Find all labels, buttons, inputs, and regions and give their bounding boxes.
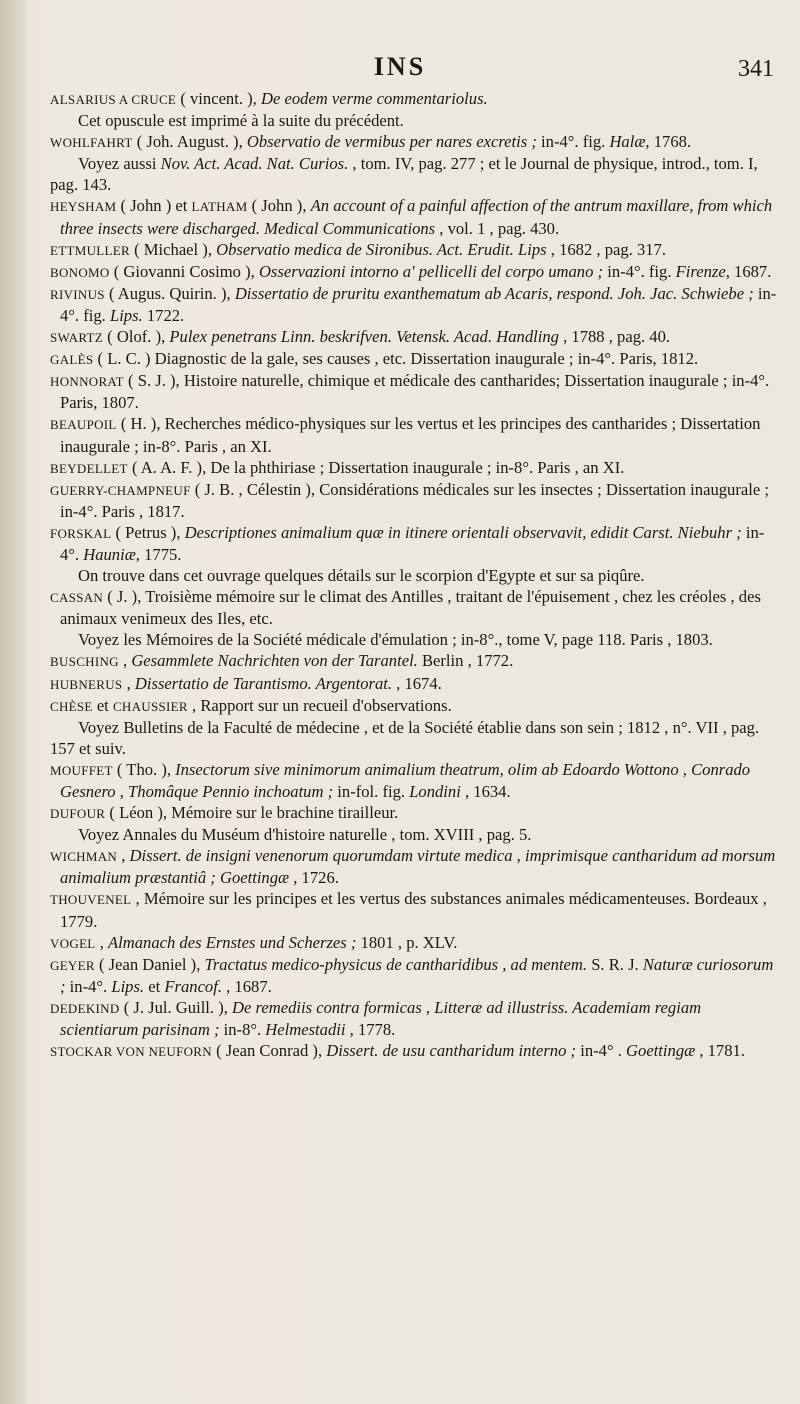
body-text: ( J. B. , Célestin ), Considérations médicales sur les insectes ; Dissertation inaugurale ; in-4°. Paris , 1817. xyxy=(60,479,769,521)
entry-note xyxy=(50,153,778,195)
bibliography-entry xyxy=(50,239,778,261)
author-name: CHÈSE xyxy=(50,698,93,714)
body-text: , 1674. xyxy=(392,673,442,693)
body-text: ( Giovanni Cosimo ), xyxy=(109,261,259,281)
title-text: Goettingæ xyxy=(626,1041,696,1061)
author-name: HEYSHAM xyxy=(50,199,117,215)
title-text: Lips. xyxy=(111,976,145,996)
body-text: ( Augus. Quirin. ), xyxy=(104,283,235,303)
body-text: ( H. ), Recherches médico-physiques sur les vertus et les principes des cantharides ; Dissertation inaugurale ; in-8°. Paris , an XI. xyxy=(60,414,761,456)
title-text: Hauniæ xyxy=(83,544,136,564)
body-text: in-4°. xyxy=(65,976,112,996)
author-name: CASSAN xyxy=(50,590,104,606)
author-name: ETTMULLER xyxy=(50,242,130,258)
title-text: Gesammlete Nachrichten von der Tarantel. xyxy=(131,651,418,671)
bibliography-entry xyxy=(50,479,778,522)
author-name: SWARTZ xyxy=(50,330,104,346)
body-text: ( Michael ), xyxy=(129,239,217,259)
bibliography-entry xyxy=(50,283,778,326)
body-text: in-4°. fig. xyxy=(60,283,777,325)
body-text: ( Jean Conrad ), xyxy=(211,1041,327,1061)
title-text: Francof. xyxy=(164,976,222,996)
title-text: Observatio medica de Sironibus. Act. Erudit. Lips xyxy=(216,239,547,259)
body-text: , tom. IV, pag. 277 ; et le Journal de physique, introd., tom. I, pag. 143. xyxy=(50,154,758,195)
body-text: , vol. 1 , pag. 430. xyxy=(435,218,560,238)
body-text: ( J. Jul. Guill. ), xyxy=(119,997,233,1017)
title-text: Naturæ curiosorum ; xyxy=(60,954,774,996)
body-text: ( Petrus ), xyxy=(111,522,185,542)
body-text: in-8°. xyxy=(219,1020,266,1040)
body-text: in-4°. fig. xyxy=(603,261,676,281)
title-text: Londini xyxy=(409,782,461,801)
title-text: Descriptiones animalium quæ in itinere orientali observavit, edidit Carst. Niebuhr ; xyxy=(184,522,742,542)
body-text: Voyez Annales du Muséum d'histoire naturelle , tom. XVIII , pag. 5. xyxy=(78,825,532,845)
body-text: ( Jean Daniel ), xyxy=(94,954,205,974)
body-text: , Rapport sur un recueil d'observations. xyxy=(187,695,452,715)
body-text: On trouve dans cet ouvrage quelques détails sur le scorpion d'Egypte et sur sa piqûre. xyxy=(78,566,645,586)
title-text: De eodem verme commentariolus. xyxy=(260,89,488,108)
author-name: DUFOUR xyxy=(50,806,106,822)
body-text: 1801 , p. XLV. xyxy=(356,932,458,952)
body-text: , 1682 , pag. 317. xyxy=(546,239,666,259)
bibliography-entry xyxy=(50,88,778,110)
body-text: , xyxy=(95,932,108,952)
page-header xyxy=(0,52,800,88)
body-text: Voyez Bulletins de la Faculté de médecine , et de la Société établie dans son sein ; 1812 , n°. VII , pag. 157 et suiv. xyxy=(50,717,760,758)
bibliography-entry xyxy=(50,673,778,695)
bibliography-entry xyxy=(50,413,778,456)
body-text: et xyxy=(92,695,113,715)
bibliography-entry xyxy=(50,195,778,238)
body-text: S. R. J. xyxy=(587,954,643,974)
author-name: RIVINUS xyxy=(50,286,105,302)
body-text: ( John ) et xyxy=(116,196,192,216)
body-text: in-4°. fig. xyxy=(536,132,610,152)
title-text: Tractatus medico-physicus de cantharidibus , ad mentem. xyxy=(204,954,588,974)
title-text: An account of a painful affection of the antrum maxillare, from which three insects were discharged. Medical Communications xyxy=(60,196,773,238)
author-name: BEAUPOIL xyxy=(50,417,117,433)
author-name: BUSCHING xyxy=(50,654,119,670)
body-text: in-fol. fig. xyxy=(333,782,410,801)
body-text: , xyxy=(118,651,132,671)
body-text: , 1775. xyxy=(135,544,182,564)
body-text: , 1768. xyxy=(645,132,692,152)
title-text: Lips. xyxy=(109,305,143,325)
title-text: Halæ xyxy=(609,132,646,152)
bibliography-entry xyxy=(50,261,778,283)
bibliography-entry xyxy=(50,1040,778,1062)
body-text: ( vincent. ), xyxy=(176,89,261,108)
entry-note xyxy=(50,717,778,759)
author-name: FORSKAL xyxy=(50,525,112,541)
bibliography-entry xyxy=(50,954,778,997)
body-text: , 1781. xyxy=(695,1041,745,1061)
bibliography-entry xyxy=(50,845,778,888)
bibliography-entry xyxy=(50,695,778,717)
body-text: ( S. J. ), Histoire naturelle, chimique et médicale des cantharides; Dissertation inaugurale ; in-4°. Paris, 1807. xyxy=(60,371,770,413)
author-name: GUERRY-CHAMPNEUF xyxy=(50,482,191,498)
body-text: , 1726. xyxy=(289,868,339,888)
body-text: in-4°. xyxy=(60,522,765,564)
body-text: ( A. A. F. ), De la phthiriase ; Dissertation inaugurale ; in-8°. Paris , an XI. xyxy=(127,457,625,477)
bibliography-entry xyxy=(50,802,778,824)
author-name: GEYER xyxy=(50,957,95,973)
body-text: ( John ), xyxy=(247,196,311,216)
page-number: 341 xyxy=(738,56,774,82)
title-text: Observatio de vermibus per nares excretis ; xyxy=(246,132,537,152)
body-text: in-4° . xyxy=(576,1041,627,1061)
bibliography-entry xyxy=(50,932,778,954)
entry-note xyxy=(50,629,778,650)
bibliography-entry xyxy=(50,370,778,413)
body-text: , 1687. xyxy=(725,261,772,281)
body-text: 1722. xyxy=(142,305,185,325)
bibliography-entry xyxy=(50,326,778,348)
title-text: Dissertatio de Tarantismo. Argentorat. xyxy=(134,673,393,693)
body-text: ( L. C. ) Diagnostic de la gale, ses causes , etc. Dissertation inaugurale ; in-4°. Paris, 1812. xyxy=(93,349,699,369)
author-name: BONOMO xyxy=(50,264,110,280)
body-text: , 1778. xyxy=(345,1020,396,1040)
title-text: Almanach des Ernstes und Scherzes ; xyxy=(108,932,357,952)
author-name: MOUFFET xyxy=(50,762,113,778)
bibliography-entry xyxy=(50,759,778,802)
body-text: , xyxy=(117,846,130,866)
title-text: Dissert. de usu cantharidum interno ; xyxy=(326,1041,577,1061)
body-text: , Mémoire sur les principes et les vertus des substances animales médicamenteuses. Bordeaux , 1779. xyxy=(60,889,767,931)
bibliography-entry xyxy=(50,997,778,1040)
author-name: CHAUSSIER xyxy=(112,698,188,714)
title-text: Nov. Act. Acad. Nat. Curios. xyxy=(160,154,349,174)
bibliography-entry xyxy=(50,650,778,672)
author-name: HONNORAT xyxy=(50,374,124,390)
body-text: Cet opuscule est imprimé à la suite du précédent. xyxy=(78,111,404,131)
body-text: ( Joh. August. ), xyxy=(132,132,247,152)
author-name: LATHAM xyxy=(191,199,248,215)
body-text: , 1687. xyxy=(221,976,272,996)
body-text: , 1788 , pag. 40. xyxy=(558,327,671,347)
author-name: GALÈS xyxy=(50,352,94,368)
page-gutter xyxy=(0,0,26,1404)
body-text: Berlin , 1772. xyxy=(417,651,514,671)
body-text: Voyez les Mémoires de la Société médicale d'émulation ; in-8°., tome V, page 118. Paris , 1803. xyxy=(78,630,713,650)
title-text: Firenze xyxy=(675,261,726,281)
entry-note xyxy=(50,565,778,586)
title-text: Osservazioni intorno a' pellicelli del corpo umano ; xyxy=(258,261,604,281)
bibliography-entry xyxy=(50,522,778,565)
body-text: ( Olof. ), xyxy=(103,327,170,347)
body-text: , xyxy=(122,673,135,693)
author-name: ALSARIUS A CRUCE xyxy=(50,92,177,107)
author-name: WOHLFAHRT xyxy=(50,135,133,151)
body-text: , 1634. xyxy=(460,782,511,801)
title-text: Helmestadii xyxy=(265,1020,346,1040)
body-text: Voyez aussi xyxy=(78,154,161,174)
author-name: BEYDELLET xyxy=(50,460,128,476)
bibliography-entry xyxy=(50,131,778,153)
author-name: THOUVENEL xyxy=(50,892,132,908)
author-name: WICHMAN xyxy=(50,849,118,865)
bibliography-entry xyxy=(50,348,778,370)
author-name: DEDEKIND xyxy=(50,1000,120,1016)
title-text: Dissert. de insigni venenorum quorumdam virtute medica , imprimisque cantharidum ad morsum animalium præstantiâ ; Goettingæ xyxy=(60,846,776,888)
author-name: STOCKAR VON NEUFORN xyxy=(50,1044,212,1060)
body-text: et xyxy=(144,976,165,996)
body-text: ( J. ), Troisième mémoire sur le climat des Antilles , traitant de l'épuisement , chez les créoles , des animaux venimeux des Iles, etc. xyxy=(60,587,761,629)
title-text: Pulex penetrans Linn. beskrifven. Vetensk. Acad. Handling xyxy=(169,327,559,347)
title-text: Dissertatio de pruritu exanthematum ab Acaris, respond. Joh. Jac. Schwiebe ; xyxy=(234,283,754,303)
bibliography-entry xyxy=(50,457,778,479)
title-text: Insectorum sive minimorum animalium theatrum, olim ab Edoardo Wottono , Conrado Gesnero , Thomâque Pennio inchoatum ; xyxy=(60,759,751,801)
running-title: INS xyxy=(373,52,427,81)
author-name: VOGEL xyxy=(50,935,96,951)
body-text: ( Léon ), Mémoire sur le brachine tirailleur. xyxy=(105,803,399,823)
entry-note xyxy=(50,110,778,131)
title-text: De remediis contra formicas , Litteræ ad illustriss. Academiam regiam scientiarum parisinam ; xyxy=(60,997,702,1040)
bibliography-entry xyxy=(50,888,778,931)
body-text: ( Tho. ), xyxy=(112,759,176,779)
author-name: HUBNERUS xyxy=(50,676,123,692)
bibliography-entry xyxy=(50,586,778,629)
entry-note xyxy=(50,824,778,845)
bibliography-list xyxy=(50,88,778,1062)
